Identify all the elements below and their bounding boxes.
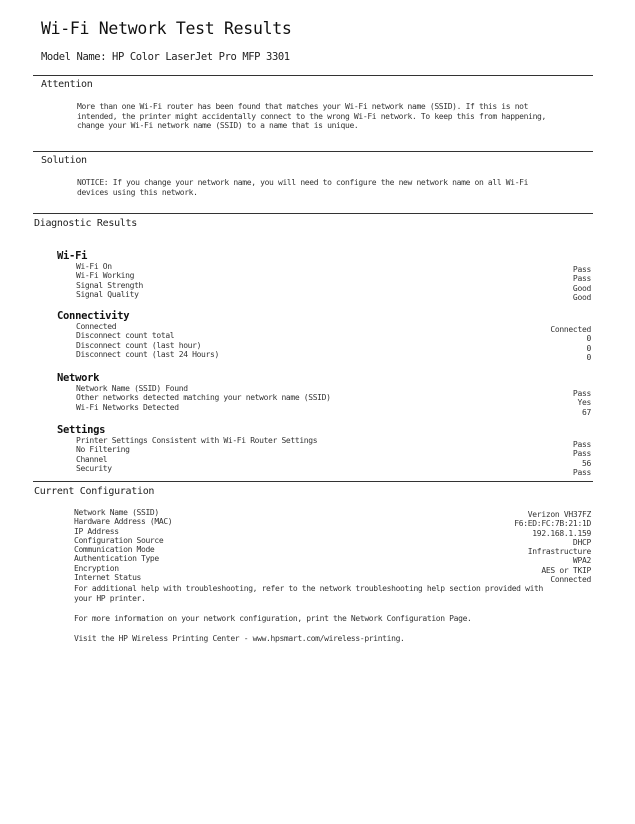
row-value: Yes bbox=[577, 398, 591, 408]
row-label: Internet Status bbox=[74, 573, 141, 583]
row-label: No Filtering bbox=[76, 445, 130, 455]
row-label: Connected bbox=[76, 322, 117, 331]
model-name: Model Name: HP Color LaserJet Pro MFP 3301 bbox=[41, 51, 290, 63]
row-value: 192.168.1.159 bbox=[532, 528, 591, 538]
row-label: Signal Quality bbox=[76, 289, 139, 299]
row-value: 56 bbox=[581, 458, 591, 468]
row-label: IP Address bbox=[74, 526, 119, 536]
help-text: For additional help with troubleshooting, refer to the network troubleshooting help section provided with your HP printer. bbox=[74, 584, 543, 603]
group-title-settings: Settings bbox=[57, 424, 106, 436]
row-value: Pass bbox=[572, 274, 591, 284]
row-value: 0 bbox=[586, 352, 591, 362]
row-label: Network Name (SSID) Found bbox=[76, 384, 188, 393]
row-value: Pass bbox=[572, 265, 591, 274]
row-value: Verizon VH37FZ bbox=[527, 510, 591, 519]
visit-text: Visit the HP Wireless Printing Center - www.hpsmart.com/wireless-printing. bbox=[74, 634, 405, 643]
row-label: Hardware Address (MAC) bbox=[74, 517, 173, 527]
row-value: Infrastructure bbox=[527, 547, 591, 557]
divider bbox=[33, 75, 593, 76]
row-label: Authentication Type bbox=[74, 554, 159, 564]
row-label: Network Name (SSID) bbox=[74, 508, 159, 517]
row-value: Connected bbox=[550, 575, 591, 585]
group-title-wifi: Wi-Fi bbox=[57, 250, 88, 262]
config-labels bbox=[74, 508, 172, 582]
row-value: WPA2 bbox=[572, 556, 591, 566]
row-label: Disconnect count total bbox=[76, 331, 175, 341]
row-label: Printer Settings Consistent with Wi-Fi Router Settings bbox=[76, 436, 318, 445]
settings-labels bbox=[76, 436, 317, 473]
row-value: Good bbox=[572, 292, 591, 302]
row-value: Pass bbox=[572, 389, 591, 398]
row-value: DHCP bbox=[572, 537, 591, 547]
row-label: Wi-Fi Networks Detected bbox=[76, 402, 179, 412]
settings-values bbox=[573, 440, 591, 477]
group-title-network: Network bbox=[57, 372, 100, 384]
more-info-text: For more information on your network configuration, print the Network Configuration Page. bbox=[74, 614, 472, 623]
configuration-heading: Current Configuration bbox=[34, 486, 155, 497]
divider bbox=[33, 151, 593, 152]
row-value: Good bbox=[572, 283, 591, 293]
row-value: 67 bbox=[581, 407, 591, 417]
divider bbox=[33, 213, 593, 214]
network-values bbox=[573, 389, 591, 417]
page-title: Wi-Fi Network Test Results bbox=[41, 19, 292, 38]
connectivity-labels bbox=[76, 322, 219, 359]
row-label: Configuration Source bbox=[74, 535, 164, 545]
row-label: Signal Strength bbox=[76, 280, 143, 290]
row-value: Pass bbox=[572, 467, 591, 477]
row-value: AES or TKIP bbox=[541, 565, 591, 575]
row-label: Channel bbox=[76, 454, 108, 464]
row-label: Disconnect count (last 24 Hours) bbox=[76, 349, 219, 359]
config-values bbox=[514, 510, 591, 584]
row-value: Pass bbox=[572, 440, 591, 449]
row-value: F6:ED:FC:7B:21:1D bbox=[514, 519, 591, 529]
row-value: Connected bbox=[550, 325, 591, 334]
row-label: Disconnect count (last hour) bbox=[76, 340, 202, 350]
network-labels bbox=[76, 384, 331, 412]
solution-heading: Solution bbox=[41, 155, 87, 166]
group-title-connectivity: Connectivity bbox=[57, 310, 130, 322]
solution-text: NOTICE: If you change your network name, you will need to configure the new network name on all Wi-Fi devices using this network. bbox=[77, 178, 529, 197]
attention-heading: Attention bbox=[41, 79, 93, 90]
diagnostic-heading: Diagnostic Results bbox=[34, 218, 137, 229]
row-value: 0 bbox=[586, 334, 591, 344]
wifi-labels bbox=[76, 262, 143, 299]
row-label: Communication Mode bbox=[74, 545, 155, 555]
row-label: Security bbox=[76, 463, 112, 473]
row-label: Other networks detected matching your network name (SSID) bbox=[76, 393, 331, 403]
row-label: Wi-Fi Working bbox=[76, 271, 135, 281]
row-label: Encryption bbox=[74, 563, 119, 573]
divider bbox=[33, 481, 593, 482]
attention-text: More than one Wi-Fi router has been found that matches your Wi-Fi network name (SSID). If this is not intended, the printer might accidentally connect to the wrong Wi-Fi network. To keep this from happening, change your Wi-Fi network name (SSID) to a name that is unique. bbox=[77, 102, 546, 130]
row-value: Pass bbox=[572, 449, 591, 459]
wifi-values bbox=[573, 265, 591, 302]
row-label: Wi-Fi On bbox=[76, 262, 112, 271]
row-value: 0 bbox=[586, 343, 591, 353]
connectivity-values bbox=[550, 325, 591, 362]
